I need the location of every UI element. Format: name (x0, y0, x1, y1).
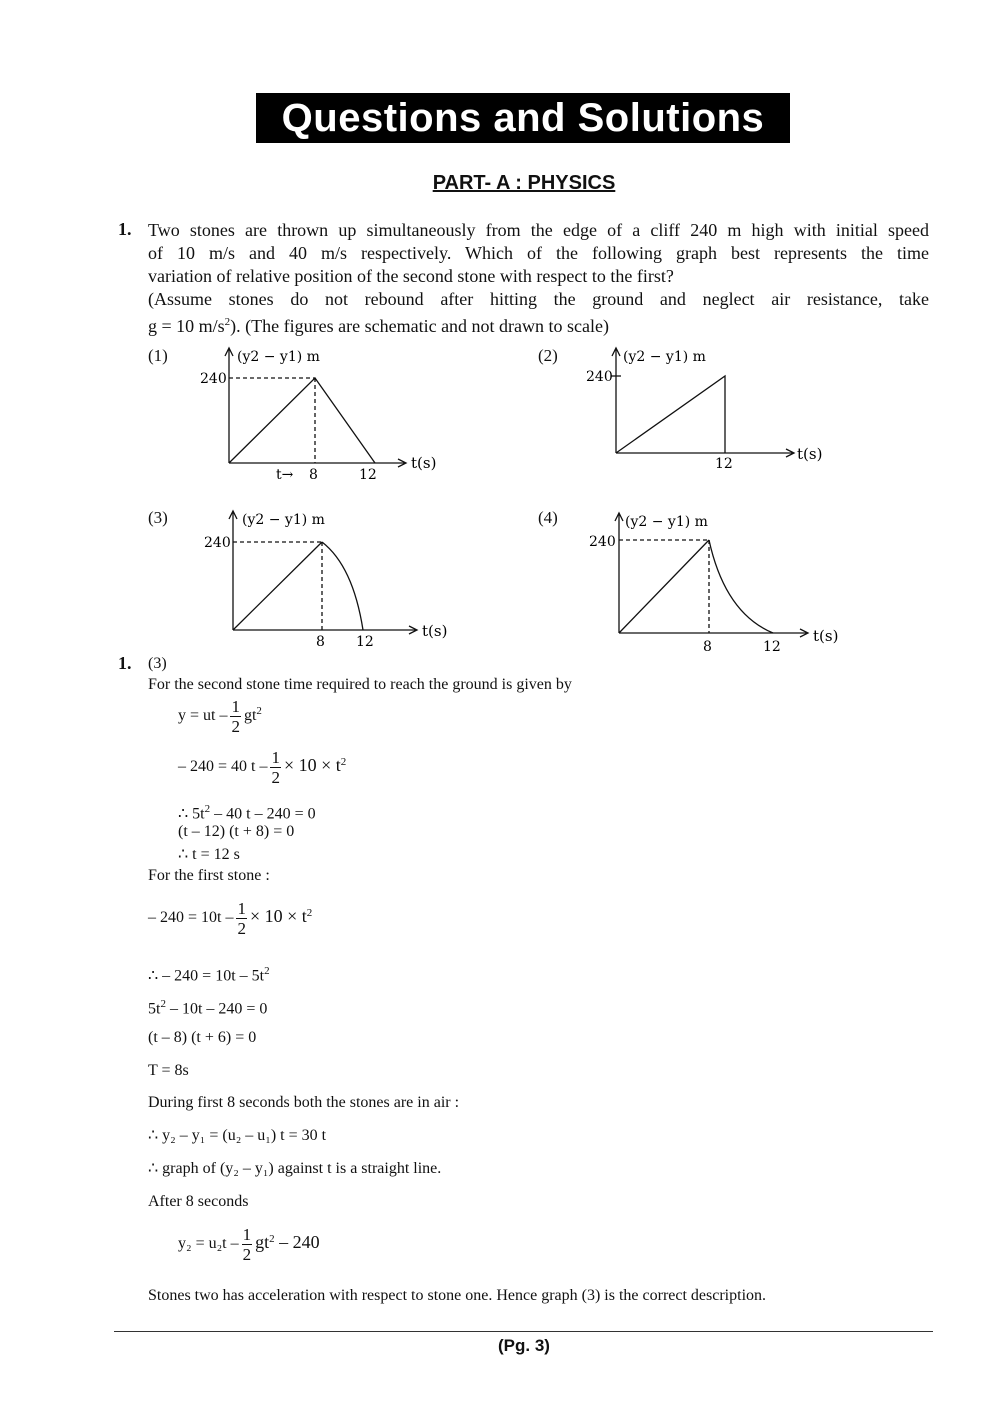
page-title-banner: Questions and Solutions (256, 93, 790, 143)
svg-text:240: 240 (586, 369, 613, 385)
equation-6: – 240 = 10t – $\frac{1}{2}$ × $10 \times t^2$ (148, 899, 313, 938)
solution-conclusion: Stones two has acceleration with respect to stone one. Hence graph (3) is the correct description. (148, 1287, 767, 1304)
equation-5: ∴ t = 12 s (178, 846, 240, 863)
svg-text:12: 12 (715, 456, 733, 472)
footer-divider (114, 1331, 933, 1332)
option-2-label: (2) (538, 346, 558, 365)
svg-text:12: 12 (763, 639, 781, 655)
svg-text:12: 12 (359, 467, 377, 483)
svg-text:t(s): t(s) (411, 454, 437, 472)
page-number: (Pg. 3) (498, 1336, 550, 1355)
svg-text:t(s): t(s) (422, 622, 448, 640)
graph-option-4 (585, 508, 850, 658)
solution-intro: For the second stone time required to reach the ground is given by (148, 676, 572, 693)
g-value: g = 10 m/s (148, 316, 225, 336)
option-4-label: (4) (538, 508, 558, 527)
equation-8: $5t^2 - 10t - 240 = 0$ (148, 998, 268, 1018)
svg-text:t(s): t(s) (813, 627, 839, 645)
svg-text:(y2 − y1) m: (y2 − y1) m (237, 349, 320, 365)
svg-text:12: 12 (356, 634, 374, 650)
svg-text:(y2 − y1) m: (y2 − y1) m (623, 349, 706, 365)
equation-2: – 240 = 40 t – $\frac{1}{2}$ × $10 \times t^2$ (178, 748, 347, 787)
graph-option-2 (583, 343, 833, 478)
option-1-label: (1) (148, 346, 168, 365)
equation-1: y = ut – $\frac{1}{2}$ $gt^2$ (178, 697, 262, 736)
question-line: (Assume stones do not rebound after hitting the ground and neglect air resistance, take (148, 289, 929, 309)
graph-option-1 (195, 343, 455, 488)
svg-text:t(s): t(s) (797, 445, 823, 463)
svg-text:t→: t→ (276, 467, 294, 483)
solution-answer: (3) (148, 655, 167, 672)
g-exponent: 2 (224, 316, 231, 328)
first-stone-heading: For the first stone : (148, 867, 270, 884)
option-3-label: (3) (148, 508, 168, 527)
question-note: ). (The figures are schematic and not drawn to scale) (230, 316, 610, 336)
svg-text:8: 8 (309, 467, 318, 483)
equation-13: y₂ = u₂t – $\frac{1}{2}$ $gt^2 - 240$ (178, 1225, 320, 1264)
svg-text:240: 240 (589, 534, 616, 550)
svg-text:8: 8 (703, 639, 712, 655)
solution-number: 1. (118, 653, 132, 673)
equation-9: (t – 8) (t + 6) = 0 (148, 1029, 257, 1046)
equation-11: ∴ y₂ – y₁ = (u₂ – u₁) t = 30 t (148, 1127, 327, 1144)
equation-7: ∴ – $240 = 10t - 5t^2$ (148, 965, 270, 985)
svg-text:240: 240 (200, 371, 227, 387)
section-heading: PART- A : PHYSICS (432, 172, 616, 194)
after-heading: After 8 seconds (148, 1193, 249, 1210)
during-heading: During first 8 seconds both the stones are in air : (148, 1094, 460, 1111)
svg-text:240: 240 (204, 535, 231, 551)
graph-option-3 (198, 506, 463, 656)
svg-text:(y2 − y1) m: (y2 − y1) m (625, 514, 708, 530)
question-line: Two stones are thrown up simultaneously from the edge of a cliff 240 m high with initial speed (148, 220, 929, 240)
equation-12: ∴ graph of (y₂ – y₁) against t is a straight line. (148, 1160, 442, 1177)
equation-10: T = 8s (148, 1062, 189, 1079)
question-line: variation of relative position of the second stone with respect to the first? (148, 266, 674, 286)
equation-4: (t – 12) (t + 8) = 0 (178, 823, 295, 840)
question-text (148, 219, 929, 338)
question-number: 1. (118, 219, 132, 239)
question-line (148, 311, 929, 338)
svg-text:8: 8 (316, 634, 325, 650)
question-line: of 10 m/s and 40 m/s respectively. Which of the following graph best represents the time (148, 243, 929, 263)
svg-text:(y2 − y1) m: (y2 − y1) m (242, 512, 325, 528)
equation-3: ∴ $5t^2 - 40$ t – 240 = 0 (178, 803, 316, 823)
